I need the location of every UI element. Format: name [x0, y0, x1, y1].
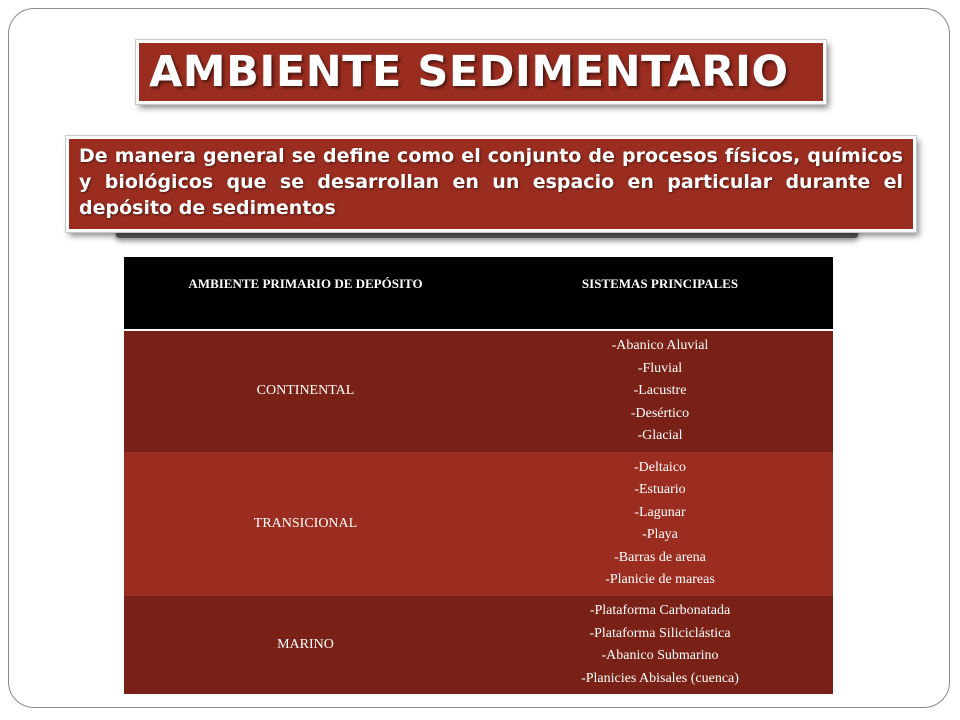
environment-cell: TRANSICIONAL — [124, 452, 487, 596]
title-banner — [136, 40, 826, 104]
table-header-row — [124, 257, 833, 330]
system-item: -Lagunar — [634, 504, 686, 520]
definition-box — [66, 136, 916, 232]
system-item: -Planicie de mareas — [605, 572, 715, 587]
system-item: -Estuario — [634, 482, 686, 497]
system-item: -Desértico — [630, 405, 690, 421]
table-row-transicional — [124, 452, 833, 596]
systems-cell — [487, 330, 833, 452]
systems-cell — [487, 596, 833, 694]
deposit-environment-table — [124, 257, 833, 694]
slide-title: AMBIENTE SEDIMENTARIO — [149, 47, 789, 97]
table-row-continental — [124, 330, 833, 452]
system-item: -Fluvial — [637, 360, 683, 376]
table-row-marino — [124, 596, 833, 694]
system-item: -Deltaico — [633, 459, 687, 475]
system-item: -Abanico Submarino — [601, 648, 719, 663]
system-item: -Plataforma Siliciclástica — [589, 625, 731, 641]
definition-text: De manera general se define como el conjunto de procesos físicos, químicos y biológicos que se desarrollan en un espacio en particular durante el depósito de sedimentos — [79, 145, 903, 219]
system-item: -Planicies Abisales (cuenca) — [581, 670, 739, 686]
environment-cell: CONTINENTAL — [124, 330, 487, 452]
system-item: -Lacustre — [633, 383, 687, 399]
system-item: -Abanico Aluvial — [611, 338, 709, 354]
environment-cell: MARINO — [124, 596, 487, 694]
system-item: -Playa — [642, 527, 678, 542]
header-environment: AMBIENTE PRIMARIO DE DEPÓSITO — [124, 257, 487, 330]
header-systems: SISTEMAS PRINCIPALES — [487, 257, 833, 330]
system-item: -Barras de arena — [614, 549, 706, 565]
system-item: -Plataforma Carbonatada — [589, 603, 731, 618]
systems-cell — [487, 452, 833, 596]
system-item: -Glacial — [637, 428, 683, 444]
